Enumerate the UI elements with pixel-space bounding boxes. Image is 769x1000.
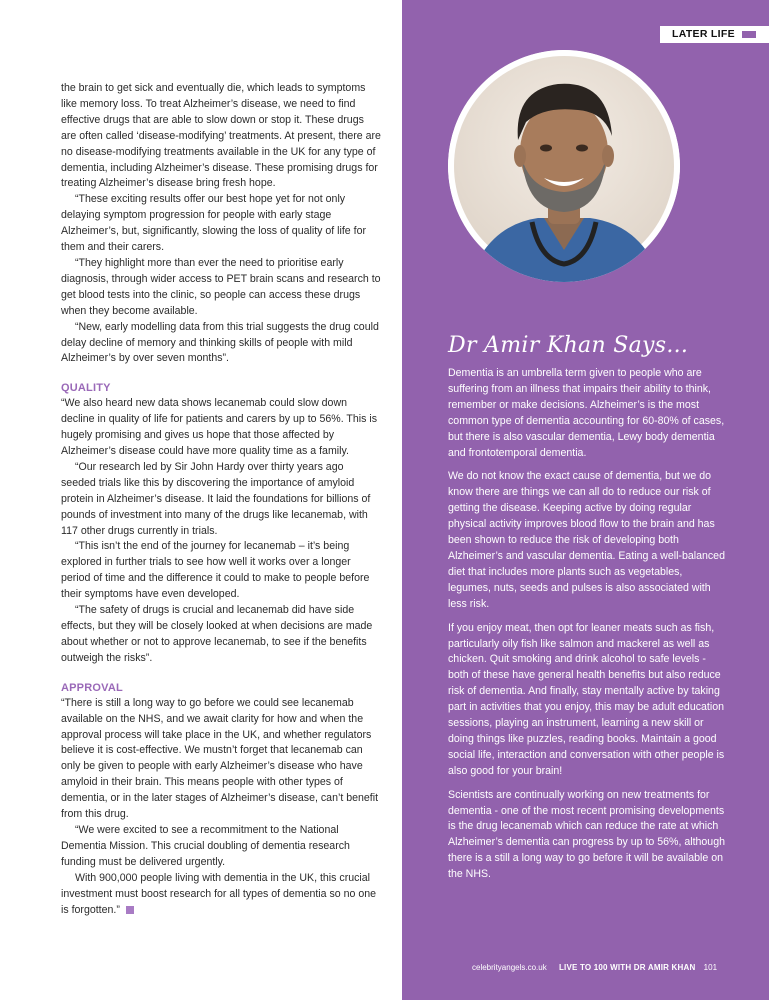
panel-paragraph: Dementia is an umbrella term given to people who are suffering from an illness that impairs their ability to think, remember or make decisions. Alzheimer’s is the most common type of dementia accounting for 60-80% of cases, but there is also vascular dementia, Lewy body dementia and frontotemporal dementia. [448, 367, 725, 459]
final-paragraph-text: With 900,000 people living with dementia in the UK, this crucial investment must boost research for all types of dementia so no one is forgotten.” [61, 871, 377, 916]
panel-paragraph: Scientists are continually working on new treatments for dementia - one of the most recent promising developments is the drug lecanemab which can reduce the rate at which Alzheimer’s dementia can progress by up to 56%, although there is a still a long way to go before it will be available on the NHS. [448, 788, 725, 881]
panel-paragraph: We do not know the exact cause of dementia, but we do know there are things we can all do to reduce our risk of getting the disease. Keeping active by doing regular physical activity improves blood flow to the brain and has been shown to reduce the risk of developing both Alzheimer’s and vascular dementia. Eating a well-balanced diet that includes more plants such as vegetables, legumes, nuts, seeds and pulses is also associated with less risk. [448, 470, 725, 610]
section-tab-label: LATER LIFE [672, 28, 735, 40]
article-paragraph: “We were excited to see a recommitment to the National Dementia Mission. This crucial doubling of dementia research funding must be delivered urgently. [61, 823, 350, 868]
article-paragraph: “We also heard new data shows lecanemab could slow down decline in quality of life for patients and carers by up to 56%. This is hugely promising and gives us hope that those affected by Alzheimer’s disease could have more quality time as a family. [61, 397, 378, 458]
article-paragraph: “These exciting results offer our best hope yet for not only delaying symptom progression for people with early stage Alzheimer’s, but, significantly, slowing the loss of quality of life for them and their carers. [61, 193, 367, 254]
article-paragraph-final [61, 871, 381, 919]
footer-site: celebrityangels.co.uk [472, 963, 547, 972]
section-tab [660, 26, 769, 43]
footer-magazine: LIVE TO 100 WITH DR AMIR KHAN [558, 963, 696, 972]
end-mark-icon [126, 906, 134, 914]
panel-title: Dr Amir Khan Says... [448, 333, 689, 358]
quality-heading: QUALITY [61, 382, 111, 395]
panel-paragraph: If you enjoy meat, then opt for leaner meats such as fish, particularly oily fish like salmon and mackerel as well as chicken. Quit smoking and drink alcohol to safe levels - both of these have general health benefits but also reduce risk of dementia. And finally, stay mentally active by taking part in activities that you enjoy, this may be adult education sessions, playing an instrument, learning a new skill or doing things like puzzles, reading books. Maintain a good social life, interaction and conversation with other people is also good for your brain! [448, 621, 725, 777]
article-paragraph: “They highlight more than ever the need to prioritise early diagnosis, through wider access to PET brain scans and research to get blood tests into the clinic, so people can access these drugs when they become available. [61, 256, 381, 317]
section-tab-accent [742, 31, 756, 38]
page-number: 101 [703, 963, 718, 972]
approval-heading: APPROVAL [61, 681, 123, 694]
author-portrait [448, 50, 680, 282]
article-paragraph: “Our research led by Sir John Hardy over thirty years ago seeded trials like this by discovering the importance of amyloid protein in Alzheimer’s disease. It laid the foundations for billions of pounds of investment into many of the drugs like lecanemab, with 117 other drugs currently in trials. [61, 460, 371, 537]
panel-body [448, 366, 726, 891]
portrait-illustration [448, 50, 680, 282]
article-paragraph: “This isn’t the end of the journey for lecanemab – it’s being explored in further trials to see how well it works over a longer period of time and the difference it could to make to people before their symptoms have even developed. [61, 540, 370, 601]
article-column [61, 81, 381, 918]
article-paragraph: the brain to get sick and eventually die, which leads to symptoms like memory loss. To treat Alzheimer’s disease, we need to find effective drugs that are able to slow down or stop it. These drugs are often called ‘disease-modifying’ treatments. At present, there are no disease-modifying treatments available in the UK for any type of dementia, including Alzheimer’s disease. These promising drugs for treating Alzheimer’s disease bring fresh hope. [61, 82, 381, 190]
article-paragraph: “New, early modelling data from this trial suggests the drug could delay decline of memory and thinking skills of people with mild Alzheimer’s by over seven months”. [61, 320, 379, 365]
article-paragraph: “The safety of drugs is crucial and lecanemab did have side effects, but they will be closely looked at when decisions are made about whether or not to approve lecanemab, to see if the benefits outweigh the risks”. [61, 604, 373, 664]
article-paragraph: “There is still a long way to go before we could see lecanemab available on the NHS, and we await clarity for how and when the approval process will take place in the UK, and whether regulators believe it is cost-effective. We mustn’t forget that lecanemab can only be given to people with early Alzheimer’s disease who have amyloid in their brain. This means people with other types of dementia, or in the later stages of Alzheimer’s disease, can’t benefit from this drug. [61, 696, 379, 821]
page-footer [472, 963, 752, 972]
